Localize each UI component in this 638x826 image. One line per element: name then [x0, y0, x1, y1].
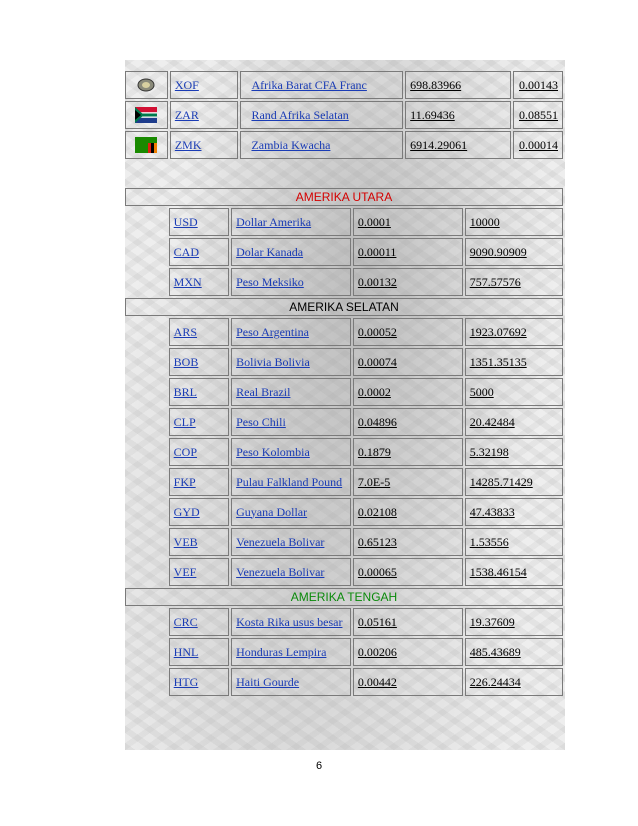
row-indent	[125, 638, 167, 666]
section-title: AMERIKA TENGAH	[125, 588, 563, 606]
currency-inverse: 226.24434	[465, 668, 563, 696]
currency-inverse: 0.00014	[513, 131, 563, 159]
zambia-flag-icon	[125, 131, 168, 159]
row-indent	[125, 668, 167, 696]
currency-name[interactable]: Dollar Amerika	[231, 208, 351, 236]
table-row	[125, 668, 563, 696]
currency-name[interactable]: Peso Kolombia	[231, 438, 351, 466]
table-row	[125, 438, 563, 466]
currency-inverse: 1923.07692	[465, 318, 563, 346]
table-row	[125, 101, 563, 129]
table-row	[125, 238, 563, 266]
currency-rate: 0.04896	[353, 408, 463, 436]
table-row	[125, 528, 563, 556]
table-row	[125, 268, 563, 296]
currency-inverse: 47.43833	[465, 498, 563, 526]
currency-name[interactable]: Kosta Rika usus besar	[231, 608, 351, 636]
currency-code[interactable]: VEB	[169, 528, 229, 556]
currency-code[interactable]: COP	[169, 438, 229, 466]
currency-inverse: 10000	[465, 208, 563, 236]
currency-code[interactable]: ARS	[169, 318, 229, 346]
currency-inverse: 5000	[465, 378, 563, 406]
row-indent	[125, 238, 167, 266]
currency-rate: 0.0002	[353, 378, 463, 406]
currency-name[interactable]: Peso Chili	[231, 408, 351, 436]
row-indent	[125, 378, 167, 406]
currency-code[interactable]: BOB	[169, 348, 229, 376]
currency-rate: 0.00132	[353, 268, 463, 296]
currency-inverse: 1.53556	[465, 528, 563, 556]
currency-code[interactable]: CRC	[169, 608, 229, 636]
currency-rate: 0.00052	[353, 318, 463, 346]
currency-inverse: 9090.90909	[465, 238, 563, 266]
table-row	[125, 408, 563, 436]
currency-rate: 0.00011	[353, 238, 463, 266]
currency-code[interactable]: ZMK	[170, 131, 239, 159]
row-indent	[125, 348, 167, 376]
table-row	[125, 131, 563, 159]
currency-code[interactable]: FKP	[169, 468, 229, 496]
currency-inverse: 5.32198	[465, 438, 563, 466]
currency-code[interactable]: GYD	[169, 498, 229, 526]
currency-rate: 0.65123	[353, 528, 463, 556]
currency-rate: 698.83966	[405, 71, 511, 99]
currency-code[interactable]: USD	[169, 208, 229, 236]
currency-name[interactable]: Guyana Dollar	[231, 498, 351, 526]
americas-currency-table	[123, 186, 565, 698]
row-indent	[125, 438, 167, 466]
currency-name[interactable]: Afrika Barat CFA Franc	[240, 71, 403, 99]
currency-rate: 0.00442	[353, 668, 463, 696]
currency-code[interactable]: CLP	[169, 408, 229, 436]
row-indent	[125, 608, 167, 636]
table-row	[125, 348, 563, 376]
row-indent	[125, 318, 167, 346]
section-header-row	[125, 588, 563, 606]
currency-name[interactable]: Peso Argentina	[231, 318, 351, 346]
table-row	[125, 498, 563, 526]
currency-rate: 0.02108	[353, 498, 463, 526]
currency-rate: 0.00065	[353, 558, 463, 586]
currency-name[interactable]: Honduras Lempira	[231, 638, 351, 666]
currency-code[interactable]: MXN	[169, 268, 229, 296]
currency-name[interactable]: Peso Meksiko	[231, 268, 351, 296]
currency-rate: 0.1879	[353, 438, 463, 466]
table-row	[125, 468, 563, 496]
currency-code[interactable]: CAD	[169, 238, 229, 266]
currency-code[interactable]: VEF	[169, 558, 229, 586]
south-africa-flag-icon	[125, 101, 168, 129]
currency-inverse: 1538.46154	[465, 558, 563, 586]
row-indent	[125, 468, 167, 496]
table-row	[125, 318, 563, 346]
row-indent	[125, 268, 167, 296]
currency-name[interactable]: Bolivia Bolivia	[231, 348, 351, 376]
currency-code[interactable]: HNL	[169, 638, 229, 666]
currency-rate: 0.05161	[353, 608, 463, 636]
section-title: AMERIKA SELATAN	[125, 298, 563, 316]
currency-inverse: 19.37609	[465, 608, 563, 636]
africa-currency-table	[123, 69, 565, 161]
row-indent	[125, 408, 167, 436]
row-indent	[125, 528, 167, 556]
section-header-row	[125, 298, 563, 316]
currency-inverse: 0.08551	[513, 101, 563, 129]
currency-inverse: 757.57576	[465, 268, 563, 296]
currency-name[interactable]: Venezuela Bolivar	[231, 558, 351, 586]
currency-rate: 0.00074	[353, 348, 463, 376]
table-row	[125, 638, 563, 666]
currency-rate: 0.0001	[353, 208, 463, 236]
page-number: 6	[315, 760, 323, 772]
currency-code[interactable]: BRL	[169, 378, 229, 406]
row-indent	[125, 498, 167, 526]
currency-name[interactable]: Haiti Gourde	[231, 668, 351, 696]
table-row	[125, 208, 563, 236]
section-title: AMERIKA UTARA	[125, 188, 563, 206]
table-row	[125, 608, 563, 636]
currency-rate: 11.69436	[405, 101, 511, 129]
table-row	[125, 71, 563, 99]
section-header-row	[125, 188, 563, 206]
currency-rate: 7.0E-5	[353, 468, 463, 496]
row-indent	[125, 208, 167, 236]
currency-name[interactable]: Dolar Kanada	[231, 238, 351, 266]
currency-name[interactable]: Rand Afrika Selatan	[240, 101, 403, 129]
currency-inverse: 1351.35135	[465, 348, 563, 376]
row-indent	[125, 558, 167, 586]
currency-name[interactable]: Zambia Kwacha	[240, 131, 403, 159]
table-row	[125, 558, 563, 586]
currency-name[interactable]: Pulau Falkland Pound	[231, 468, 351, 496]
currency-inverse: 20.42484	[465, 408, 563, 436]
currency-code[interactable]: HTG	[169, 668, 229, 696]
currency-code[interactable]: ZAR	[170, 101, 239, 129]
table-row	[125, 378, 563, 406]
currency-inverse: 0.00143	[513, 71, 563, 99]
xof-flag-icon	[125, 71, 168, 99]
currency-code[interactable]: XOF	[170, 71, 239, 99]
currency-inverse: 485.43689	[465, 638, 563, 666]
currency-rate: 0.00206	[353, 638, 463, 666]
currency-rate: 6914.29061	[405, 131, 511, 159]
currency-inverse: 14285.71429	[465, 468, 563, 496]
currency-name[interactable]: Venezuela Bolivar	[231, 528, 351, 556]
currency-name[interactable]: Real Brazil	[231, 378, 351, 406]
